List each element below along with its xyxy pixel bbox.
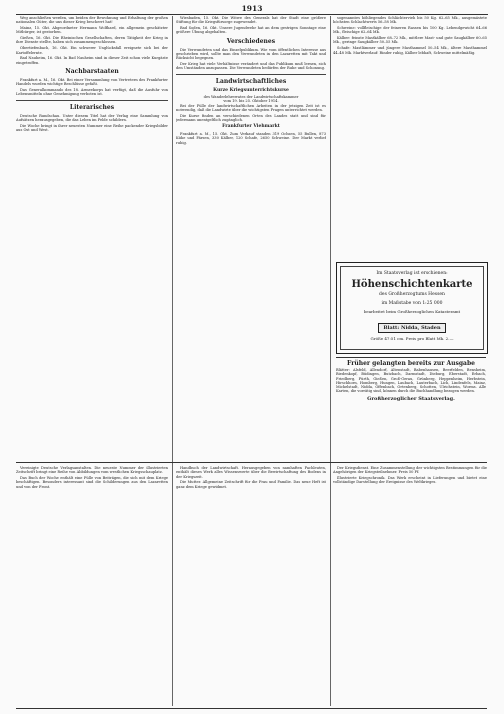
column-1 bbox=[16, 16, 168, 460]
footer-rule bbox=[16, 708, 487, 709]
article-paragraph: Weg anschließen werden, um beiden der Bewohnung und Erhaltung der großen nationalen Güter, die uns dieser Krieg bescherrt hat! bbox=[16, 16, 168, 25]
ad-price: Größe 47:51 cm. Preis pro Blatt Mk. 2.— bbox=[370, 336, 454, 341]
ad2-footer: Großherzoglicher Staatsverlag. bbox=[367, 395, 455, 402]
ad-publisher: bearbeitet beim Großherzoglichen Katasteramt bbox=[363, 309, 461, 314]
page-header bbox=[16, 4, 488, 15]
article-paragraph: Kälber: feinste Mastkälber 68–72 Mk., mittlere Mast- und gute Saugkälber 60–65 Mk., geringe Saugkälber 50–55 Mk. bbox=[333, 36, 487, 45]
ad-title: Höhenschichtenkarte bbox=[351, 279, 473, 290]
article-paragraph: Schafe: Mastlämmer und jüngere Masthammel 50–54 Mk., ältere Masthammel 44–48 Mk. Marktverlauf: Rinder ruhig, Kälber lebhaft, Schweine mittelmäßig. bbox=[333, 46, 487, 55]
advertisement-map bbox=[336, 262, 488, 354]
subheading: Kurze Kriegsunterrichtskurse bbox=[213, 87, 289, 93]
article-paragraph: Das Buch der Woche enthält eine Fülle von Beiträgen, die sich mit dem Kriege beschäftigen. Besonders interessant sind die Schilderungen aus den Lazaretten und von der Front. bbox=[16, 476, 168, 489]
article-paragraph: Deutsche Rundschau. Unter diesem Titel hat der Verlag eine Sammlung von Aufsätzen herausgegeben, die das Leben im Felde schildern. bbox=[16, 113, 168, 122]
advertisement-inner bbox=[340, 266, 484, 350]
article-paragraph: sogenanntes höhliegendes Schlächtervieh bis 50 Kg. 62–65 Mk., ausgemästete höchsten Schlachtwerts 56–58 Mk. bbox=[333, 16, 487, 25]
article-paragraph: Bad Nauheim, 16. Okt. In Bad Nauheim sind in dieser Zeit schon viele Kurgäste eingetroffen. bbox=[16, 56, 168, 65]
section-title-verschiedenes: Verschiedenes bbox=[226, 37, 276, 45]
section-title-literarisches: Literarisches bbox=[69, 103, 115, 111]
ad-sheet-label: Blatt: Nidda, Staden bbox=[378, 323, 445, 333]
article-paragraph: Wiesbaden, 15. Okt. Die Witwe des Generals hat der Stadt eine größere Stiftung für die Kriegsfürsorge zugewendet. bbox=[176, 16, 326, 25]
section-title-landwirtschaftliches: Landwirtschaftliches bbox=[215, 77, 287, 85]
article-paragraph: Der Kriegsdienst. Eine Zusammenstellung der wichtigsten Bestimmungen für die Angehörigen der Kriegsteilnehmer. Preis 50 Pf. bbox=[333, 466, 487, 475]
article-paragraph: Die Verwundeten und das Einzelpublikum. Wie vom öffentlichen Interesse aus geschrieben wird, sollte man den Verwundeten in den Lazaretten mit Takt und Rücksicht begegnen. bbox=[176, 47, 326, 61]
subheading-date: vom 19. bis 25. Oktober 1914. bbox=[223, 99, 279, 104]
article-paragraph: Handbuch der Landwirtschaft. Herausgegeben von namhaften Fachleuten, enthält dieses Werk alles Wissenswerte über die Bewirtschaftung des Bodens in der Kriegszeit. bbox=[176, 466, 326, 479]
article-paragraph: Die Mutter. Allgemeine Zeitschrift für die Frau und Familie. Das neue Heft ist ganz dem Kriege gewidmet. bbox=[176, 480, 326, 489]
horizontal-divider bbox=[16, 462, 487, 463]
column-3 bbox=[333, 16, 487, 256]
page-number: 1913 bbox=[241, 4, 263, 13]
column-2 bbox=[176, 16, 326, 460]
section-title-viehmarkt: Frankfurter Viehmarkt bbox=[222, 124, 280, 130]
column-divider bbox=[330, 16, 331, 706]
article-paragraph: Frankfurt a. M., 15. Okt. Zum Verkauf standen 319 Ochsen, 55 Bullen, 873 Kühe und Färsen, 330 Kälber, 120 Schafe, 2650 Schweine. Der Markt verlief ruhig. bbox=[176, 131, 326, 145]
article-paragraph: Bei der Fülle der landwirtschaftlichen Arbeiten in der jetzigen Zeit ist es notwendig, daß die Landwirte über die wichtigsten Fragen unterrichtet werden. bbox=[176, 103, 326, 113]
article-paragraph: Obertiefenbach, 16. Okt. Ein schwerer Unglücksfall ereignete sich bei der Kartoffelernte. bbox=[16, 46, 168, 55]
article-paragraph: Bad Soden, 16. Okt. Unsere Jugendwehr hat an dem gestrigen Sonntage eine größere Übung abgehalten. bbox=[176, 26, 326, 35]
divider bbox=[16, 100, 168, 101]
bottom-column-3 bbox=[333, 466, 487, 706]
article-paragraph: Mainz, 15. Okt. Abgeordneter Hermann Wolfhard, ein allgemein geschätzter Mitbürger, ist gestorben. bbox=[16, 26, 168, 35]
section-title-nachbarstaaten: Nachbarstaaten bbox=[65, 67, 119, 75]
article-paragraph: Gießen, 16. Okt. Die Rheinischen Gesellschaften, deren Tätigkeit der Krieg in ihre Dienste stellte, haben sich zusammengeschlossen. bbox=[16, 36, 168, 45]
subheading-line: des Wanderlehrerrates der Landwirtschaftskammer bbox=[203, 95, 299, 100]
article-paragraph: Das Generalkommando des 18. Armeekorps hat verfügt, daß die Ausfuhr von Lebensmitteln ohne Genehmigung verboten ist. bbox=[16, 88, 168, 97]
ad2-body: Blätter: Alsfeld, Allendorf, Altenstadt, Babenhausen, Beerfelden, Bensheim, Biedenkopf, Büdingen, Butzbach, Darmstadt, Dieburg, Eberstadt, Erbach, Friedberg, Fürth, Gießen, Groß-Gerau, Grünberg, Heppenheim, Herbstein, Hirschhorn, Homberg, Hungen, Laubach, Lauterbach, Lich, Lindenfels, Mainz, Michelstadt, Nidda, Offenbach, Ortenberg, Schotten, Ulrichstein, Worms. Alle Karten, die vorrätig sind, können durch die Buchhandlung bezogen werden. bbox=[336, 368, 486, 394]
bottom-column-1 bbox=[16, 466, 168, 706]
ad-intro: Im Staatsverlag ist erschienen: bbox=[376, 271, 448, 276]
bottom-column-2 bbox=[176, 466, 326, 706]
article-paragraph: Die Woche bringt in ihrer neuesten Nummer eine Reihe packender Kriegsbilder aus Ost und West. bbox=[16, 123, 168, 133]
column-divider bbox=[172, 16, 173, 706]
ad-scale: im Maßstabe von 1:25 000 bbox=[381, 301, 443, 306]
advertisement-list bbox=[336, 357, 486, 458]
article-paragraph: Der Krieg hat viele Verhältnisse verändert und das Publikum muß lernen, sich den Umständen anzupassen. Die Verwundeten bedürfen der Ruhe und Schonung. bbox=[176, 62, 326, 71]
divider bbox=[176, 74, 326, 75]
article-paragraph: Vereinigte Deutsche Verlagsanstalten. Die neueste Nummer der illustrierten Zeitschrift bringt eine Reihe von Abbildungen vom westlichen Kriegsschauplatz. bbox=[16, 466, 168, 475]
ad-subtitle: des Großherzogtums Hessen bbox=[379, 292, 445, 297]
article-paragraph: Die Kurse finden an verschiedenen Orten des Landes statt und sind für jedermann unentgeltlich zugänglich. bbox=[176, 113, 326, 123]
article-paragraph: Frankfurt a. M., 16. Okt. Bei einer Versammlung von Vertretern des Frankfurter Handels wurden wichtige Beschlüsse gefaßt. bbox=[16, 77, 168, 87]
ad2-title: Früher gelangten bereits zur Ausgabe bbox=[347, 360, 475, 367]
article-paragraph: Schweine: vollfleischige der feineren Rassen bis 100 Kg. Lebendgewicht 64–66 Mk., fleischige 62–64 Mk. bbox=[333, 26, 487, 35]
article-paragraph: Illustrierte Kriegschronik. Das Werk erscheint in Lieferungen und bietet eine vollständige Darstellung der Ereignisse des Weltkrieges. bbox=[333, 476, 487, 485]
